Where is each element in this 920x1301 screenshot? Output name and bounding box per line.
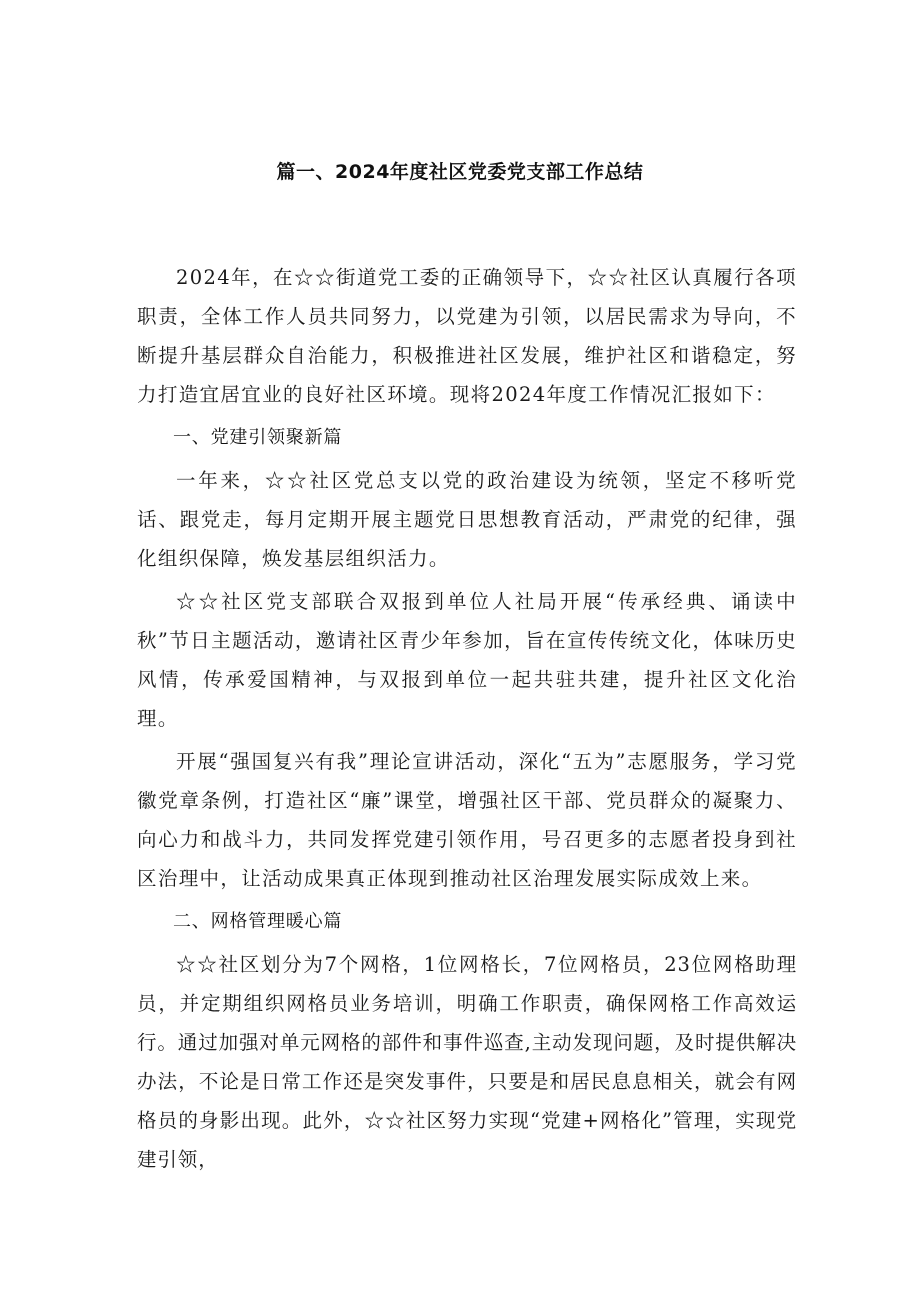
section-heading-party-building: 一、党建引领聚新篇: [173, 427, 343, 448]
paragraph-mid-autumn-activity: ☆☆社区党支部联合双报到单位人社局开展“传承经典、诵读中秋”节日主题活动，邀请社区青少年参加，旨在宣传传统文化，体味历史风情，传承爱国精神，与双报到单位一起共驻共建，提升社区文化治理。: [137, 590, 797, 730]
paragraph-theory-lecture: 开展“强国复兴有我”理论宣讲活动，深化“五为”志愿服务，学习党徽党章条例，打造社区“廉”课堂，增强社区干部、党员群众的凝聚力、向心力和战斗力，共同发挥党建引领作用，号召更多的志愿者投身到社区治理中，让活动成果真正体现到推动社区治理发展实际成效上来。: [137, 750, 797, 890]
intro-paragraph: 2024年，在☆☆街道党工委的正确领导下，☆☆社区认真履行各项职责，全体工作人员共同努力，以党建为引领，以居民需求为导向，不断提升基层群众自治能力，积极推进社区发展，维护社区和谐稳定，努力打造宜居宜业的良好社区环境。现将2024年度工作情况汇报如下：: [137, 266, 797, 406]
paragraph-party-building-overview: 一年来，☆☆社区党总支以党的政治建设为统领，坚定不移听党话、跟党走，每月定期开展主题党日思想教育活动，严肃党的纪律，强化组织保障，焕发基层组织活力。: [137, 469, 797, 570]
section-heading-grid-management: 二、网格管理暖心篇: [173, 911, 343, 932]
document-body: [137, 258, 797, 1179]
document-title: 篇一、2024年度社区党委党支部工作总结: [276, 161, 644, 183]
paragraph-grid-management: ☆☆社区划分为7个网格，1位网格长，7位网格员，23位网格助理员，并定期组织网格员业务培训，明确工作职责，确保网格工作高效运行。通过加强对单元网格的部件和事件巡查,主动发现问题，及时提供解决办法，不论是日常工作还是突发事件，只要是和居民息息相关，就会有网格员的身影出现。此外，☆☆社区努力实现“党建+网格化”管理，实现党建引领，: [137, 953, 797, 1171]
